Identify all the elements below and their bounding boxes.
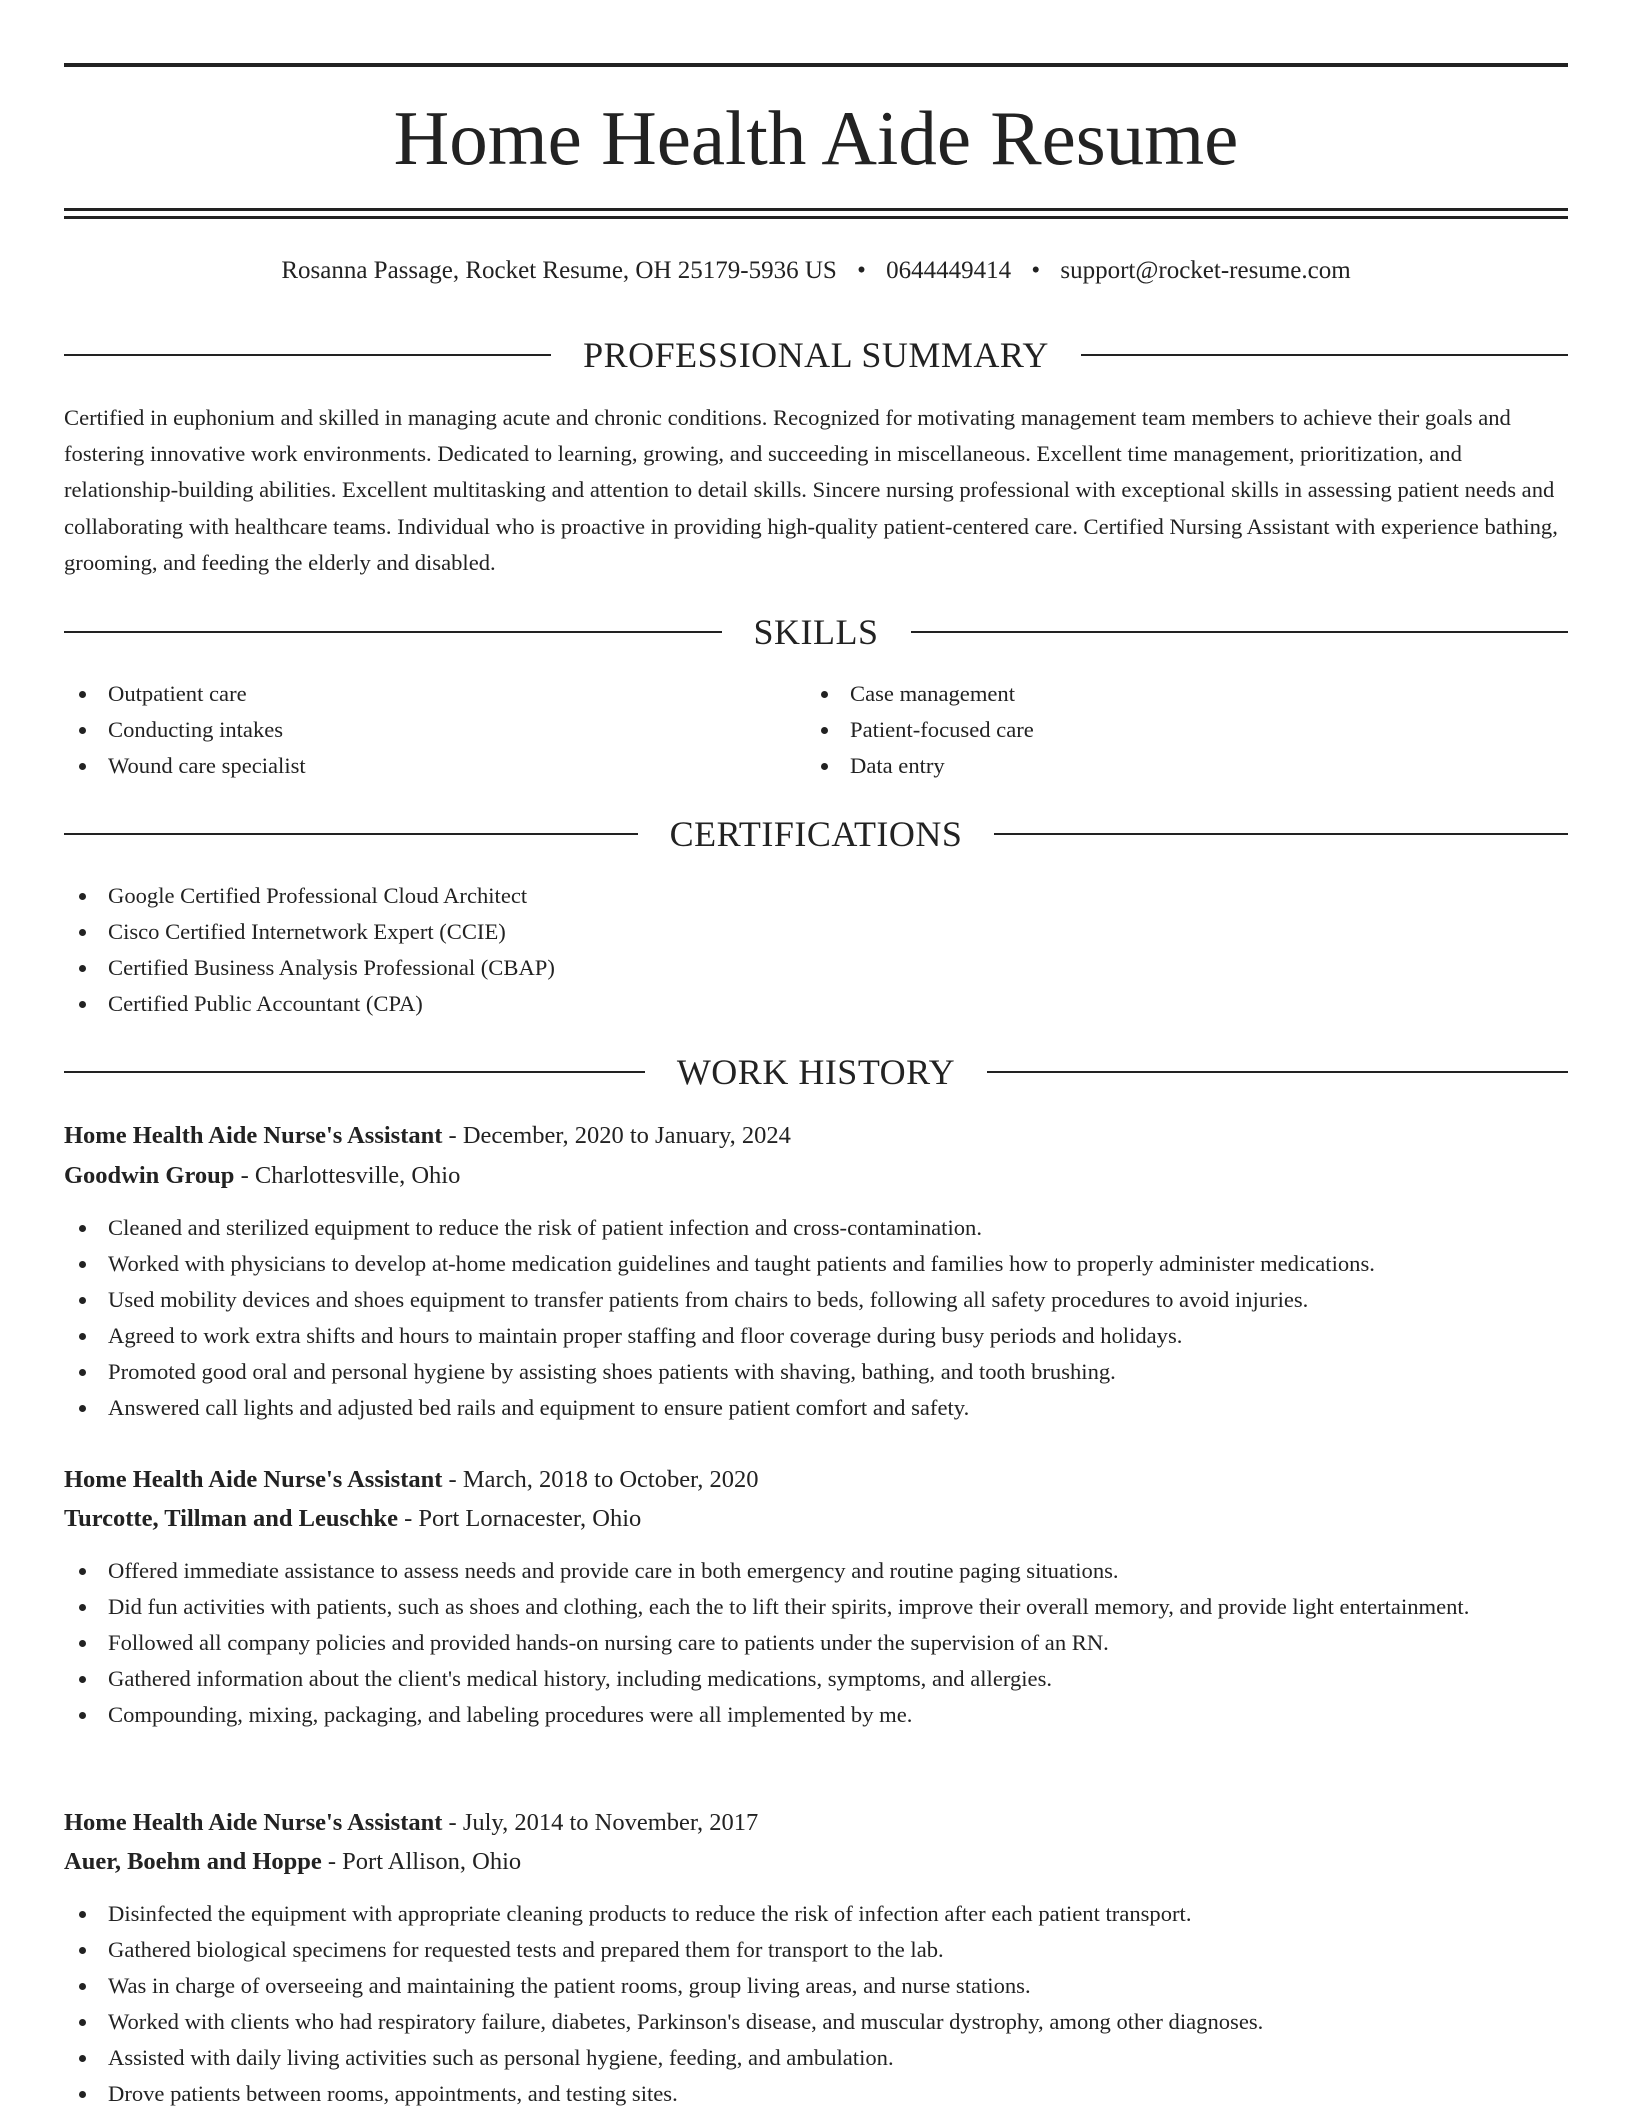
heading-rule-right <box>994 833 1568 835</box>
contact-email: support@rocket-resume.com <box>1060 257 1351 284</box>
skill-item: Wound care specialist <box>64 748 804 784</box>
job-duty: Was in charge of overseeing and maintaining the patient rooms, group living areas, and nurse stations. <box>64 1968 1568 2004</box>
heading-rule-right <box>1081 354 1568 356</box>
job-dates: - July, 2014 to November, 2017 <box>442 1809 759 1836</box>
skills-list-left <box>64 676 804 784</box>
certification-item: Certified Public Accountant (CPA) <box>64 986 1568 1022</box>
job-duty: Compounding, mixing, packaging, and labeling procedures were all implemented by me. <box>64 1697 1494 1733</box>
work-history-section-heading <box>64 1050 1568 1094</box>
skills-list-right <box>806 676 1546 784</box>
job-duty: Gathered information about the client's medical history, including medications, symptoms, and allergies. <box>64 1661 1494 1697</box>
job-title: Home Health Aide Nurse's Assistant <box>64 1122 443 1149</box>
job-duty: Cleaned and sterilized equipment to reduce the risk of patient infection and cross-contamination. <box>64 1210 1568 1246</box>
summary-section-heading <box>64 333 1568 377</box>
job-company: Goodwin Group <box>64 1162 235 1189</box>
certification-item: Google Certified Professional Cloud Architect <box>64 878 1568 914</box>
skills-heading-label: SKILLS <box>753 612 879 652</box>
job-dates: - December, 2020 to January, 2024 <box>442 1122 791 1149</box>
contact-address: Rosanna Passage, Rocket Resume, OH 25179-5936 US <box>281 257 837 284</box>
job-duties-list <box>64 1553 1494 1733</box>
job-duty: Used mobility devices and shoes equipment to transfer patients from chairs to beds, following all safety procedures to avoid injuries. <box>64 1282 1568 1318</box>
job-location: - Charlottesville, Ohio <box>234 1162 461 1189</box>
header-top-rule <box>64 63 1568 67</box>
job-title-line <box>64 1117 1568 1155</box>
contact-separator: • <box>857 257 866 284</box>
job-company: Turcotte, Tillman and Leuschke <box>64 1505 399 1532</box>
skills-section-heading <box>64 610 1568 654</box>
job-duty: Agreed to work extra shifts and hours to maintain proper staffing and floor coverage during busy periods and holidays. <box>64 1318 1568 1354</box>
summary-heading-label: PROFESSIONAL SUMMARY <box>583 335 1049 375</box>
job-company-line <box>64 1843 1568 1881</box>
heading-rule-right <box>987 1071 1568 1073</box>
job-location: - Port Allison, Ohio <box>321 1848 522 1875</box>
job-company-line <box>64 1500 1568 1538</box>
job-title-line <box>64 1461 1568 1499</box>
job-location: - Port Lornacester, Ohio <box>398 1505 642 1532</box>
job-duty: Promoted good oral and personal hygiene by assisting shoes patients with shaving, bathing, and tooth brushing. <box>64 1354 1568 1390</box>
skill-item: Case management <box>806 676 1546 712</box>
page-title: Home Health Aide Resume <box>393 95 1239 181</box>
heading-rule-left <box>64 833 638 835</box>
contact-separator: • <box>1031 257 1041 284</box>
contact-phone: 0644449414 <box>886 257 1012 284</box>
job-duty: Disinfected the equipment with appropriate cleaning products to reduce the risk of infection after each patient transport. <box>64 1896 1568 1932</box>
job-title: Home Health Aide Nurse's Assistant <box>64 1809 443 1836</box>
certification-item: Certified Business Analysis Professional (CBAP) <box>64 950 1568 986</box>
skill-item: Outpatient care <box>64 676 804 712</box>
job-dates: - March, 2018 to October, 2020 <box>442 1466 759 1493</box>
job-duty: Answered call lights and adjusted bed rails and equipment to ensure patient comfort and safety. <box>64 1390 1568 1426</box>
job-duties-list <box>64 1210 1568 1426</box>
certifications-section-heading <box>64 812 1568 856</box>
job-duty: Worked with clients who had respiratory failure, diabetes, Parkinson's disease, and muscular dystrophy, among other diagnoses. <box>64 2004 1568 2040</box>
work-history-heading-label: WORK HISTORY <box>676 1052 956 1092</box>
skill-item: Conducting intakes <box>64 712 804 748</box>
job-duty: Did fun activities with patients, such as shoes and clothing, each the to lift their spirits, improve their overall memory, and provide light entertainment. <box>64 1589 1494 1625</box>
header-double-rule-lower <box>64 216 1568 219</box>
job-company-line <box>64 1157 1568 1195</box>
certification-item: Cisco Certified Internetwork Expert (CCIE) <box>64 914 1568 950</box>
job-title: Home Health Aide Nurse's Assistant <box>64 1466 443 1493</box>
certifications-list <box>64 878 1568 1022</box>
header-double-rule-upper <box>64 208 1568 211</box>
contact-line <box>64 254 1568 288</box>
job-company: Auer, Boehm and Hoppe <box>64 1848 322 1875</box>
summary-text: Certified in euphonium and skilled in managing acute and chronic conditions. Recognized for motivating management team members to achieve their goals and fostering innovative work environments. Dedicated to learning, growing, and succeeding in miscellaneous. Excellent time management, prioritization, and relationship-building abilities. Excellent multitasking and attention to detail skills. Sincere nursing professional with exceptional skills in assessing patient needs and collaborating with healthcare teams. Individual who is proactive in providing high-quality patient-centered care. Certified Nursing Assistant with experience bathing, grooming, and feeding the elderly and disabled. <box>64 405 1558 575</box>
job-duty: Worked with physicians to develop at-home medication guidelines and taught patients and families how to properly administer medications. <box>64 1246 1568 1282</box>
job-duty: Offered immediate assistance to assess needs and provide care in both emergency and routine paging situations. <box>64 1553 1494 1589</box>
job-title-line <box>64 1804 1568 1842</box>
heading-rule-left <box>64 1071 645 1073</box>
heading-rule-right <box>911 631 1569 633</box>
job-duty: Gathered biological specimens for requested tests and prepared them for transport to the lab. <box>64 1932 1568 1968</box>
job-duties-list <box>64 1896 1568 2112</box>
job-duty: Followed all company policies and provided hands-on nursing care to patients under the supervision of an RN. <box>64 1625 1494 1661</box>
certifications-heading-label: CERTIFICATIONS <box>669 814 963 854</box>
job-duty: Assisted with daily living activities such as personal hygiene, feeding, and ambulation. <box>64 2040 1568 2076</box>
skill-item: Patient-focused care <box>806 712 1546 748</box>
heading-rule-left <box>64 631 722 633</box>
job-duty: Drove patients between rooms, appointments, and testing sites. <box>64 2076 1568 2112</box>
skill-item: Data entry <box>806 748 1546 784</box>
heading-rule-left <box>64 354 551 356</box>
